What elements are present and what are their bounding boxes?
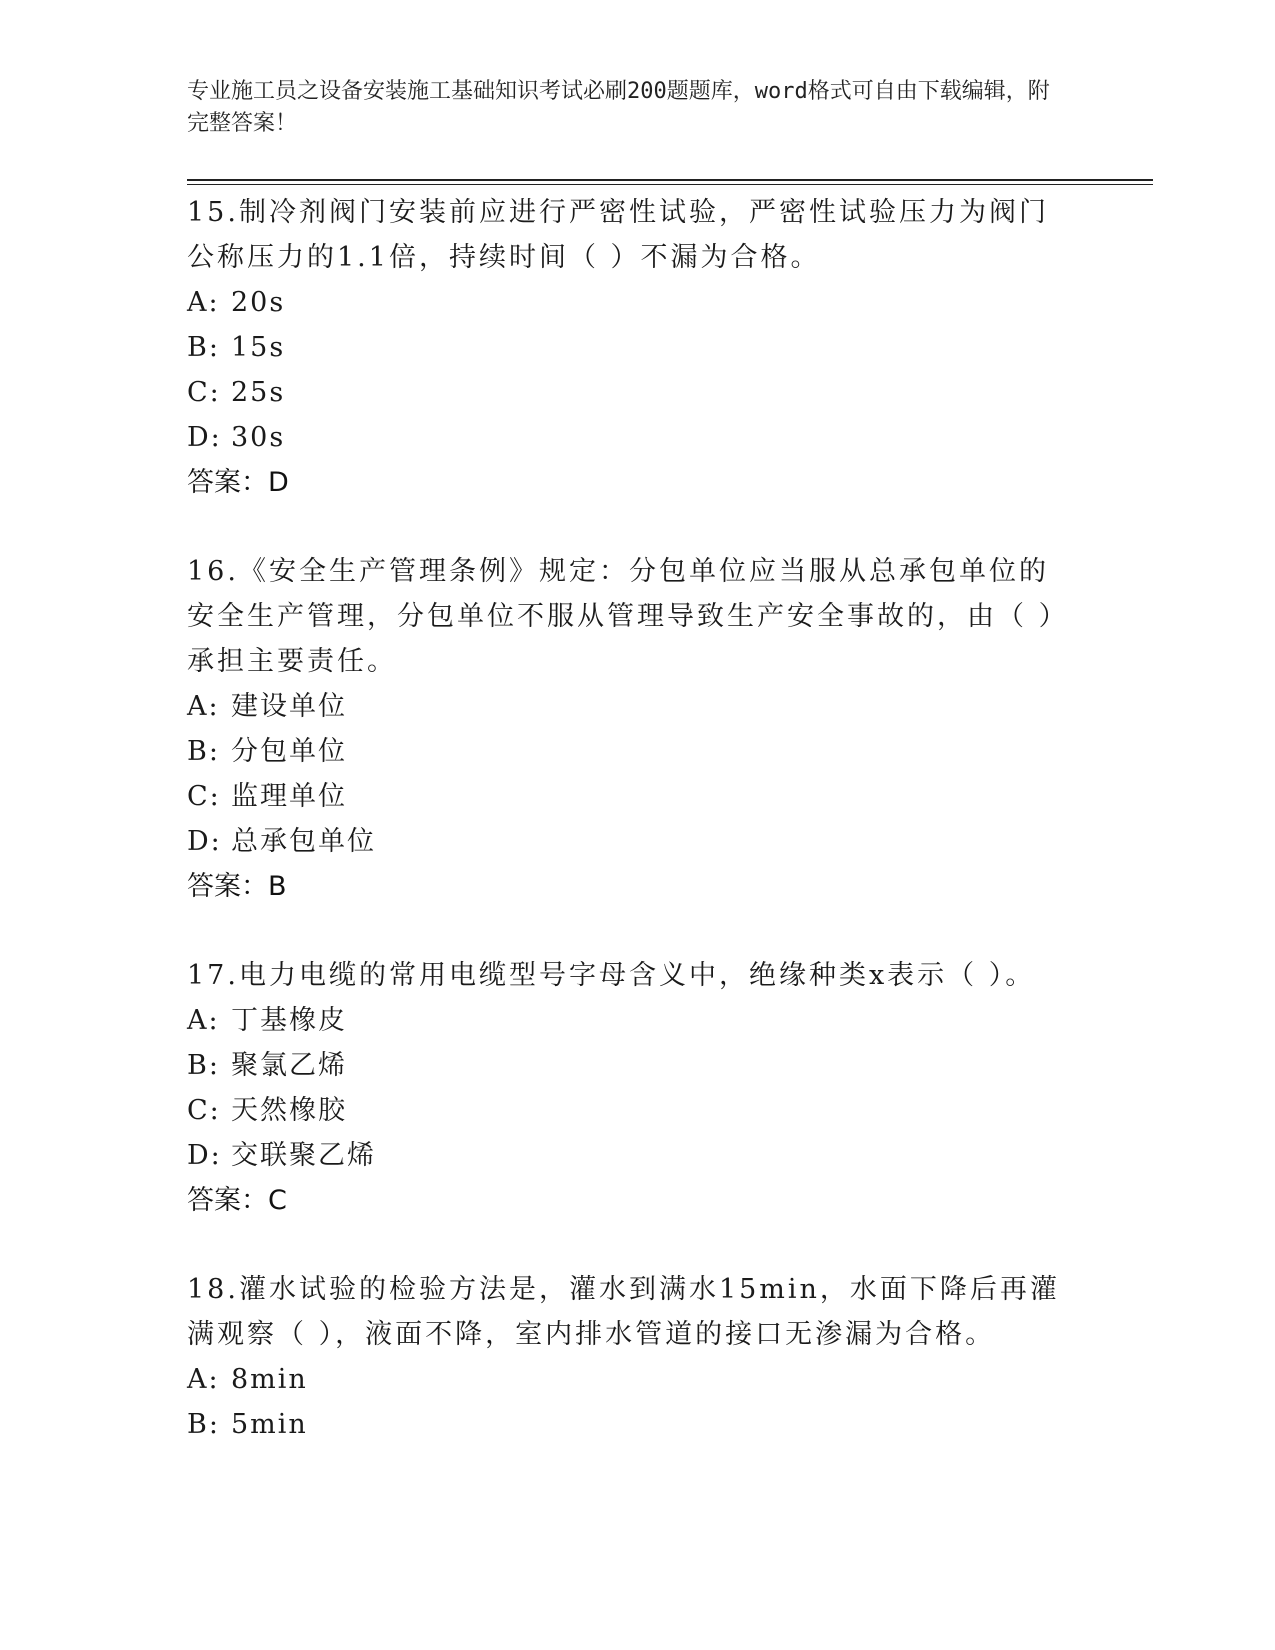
option-letter: B: xyxy=(187,1409,220,1440)
option-letter: D: xyxy=(187,1140,222,1171)
option-letter: C: xyxy=(187,781,221,812)
option-text: 20s xyxy=(231,287,286,318)
question-stem: 16.《安全生产管理条例》规定：分包单位应当服从总承包单位的安全生产管理，分包单位不服从管理导致生产安全事故的，由（ ）承担主要责任。 xyxy=(187,556,1069,677)
option-letter: C: xyxy=(187,377,221,408)
answer-line: 答案：D xyxy=(187,467,289,498)
option-letter: B: xyxy=(187,332,220,363)
question-stem: 18.灌水试验的检验方法是，灌水到满水15min，水面下降后再灌满观察（ ），液面不降，室内排水管道的接口无渗漏为合格。 xyxy=(187,1274,1060,1350)
option-b xyxy=(187,1402,1077,1447)
option-text: 30s xyxy=(231,422,286,453)
option-letter: D: xyxy=(187,826,222,857)
option-text: 建设单位 xyxy=(231,691,347,722)
option-letter: C: xyxy=(187,1095,221,1126)
option-b xyxy=(187,729,1077,774)
option-text: 15s xyxy=(231,332,286,363)
option-text: 5min xyxy=(231,1409,308,1440)
question-15 xyxy=(187,190,1077,505)
option-a xyxy=(187,684,1077,729)
option-text: 聚氯乙烯 xyxy=(231,1050,347,1081)
option-text: 丁基橡皮 xyxy=(231,1005,347,1036)
option-letter: A: xyxy=(187,1005,220,1036)
option-letter: D: xyxy=(187,422,222,453)
option-b xyxy=(187,1043,1077,1088)
question-stem: 15.制冷剂阀门安装前应进行严密性试验，严密性试验压力为阀门公称压力的1.1倍，持续时间（ ）不漏为合格。 xyxy=(187,197,1049,273)
answer-line: 答案：B xyxy=(187,871,287,902)
option-text: 天然橡胶 xyxy=(231,1095,347,1126)
option-letter: B: xyxy=(187,1050,220,1081)
option-c xyxy=(187,1088,1077,1133)
option-text: 交联聚乙烯 xyxy=(231,1140,376,1171)
option-d xyxy=(187,415,1077,460)
option-a xyxy=(187,1357,1077,1402)
option-letter: A: xyxy=(187,691,220,722)
option-c xyxy=(187,774,1077,819)
option-text: 8min xyxy=(231,1364,308,1395)
option-d xyxy=(187,819,1077,864)
question-stem: 17.电力电缆的常用电缆型号字母含义中，绝缘种类x表示（ ）。 xyxy=(187,960,1036,991)
question-18 xyxy=(187,1267,1077,1447)
header-divider-thick xyxy=(187,179,1153,181)
option-letter: B: xyxy=(187,736,220,767)
answer-line: 答案：C xyxy=(187,1185,287,1216)
option-text: 分包单位 xyxy=(231,736,347,767)
option-text: 监理单位 xyxy=(231,781,347,812)
option-a xyxy=(187,280,1077,325)
option-text: 25s xyxy=(231,377,286,408)
question-16 xyxy=(187,549,1077,909)
option-b xyxy=(187,325,1077,370)
document-header: 专业施工员之设备安装施工基础知识考试必刷200题题库，word格式可自由下载编辑，附完整答案！ xyxy=(187,79,1050,136)
option-a xyxy=(187,998,1077,1043)
option-text: 总承包单位 xyxy=(231,826,376,857)
header-divider-thin xyxy=(187,184,1153,185)
option-c xyxy=(187,370,1077,415)
option-letter: A: xyxy=(187,287,220,318)
option-letter: A: xyxy=(187,1364,220,1395)
question-17 xyxy=(187,953,1077,1223)
option-d xyxy=(187,1133,1077,1178)
question-list xyxy=(187,190,1077,1491)
